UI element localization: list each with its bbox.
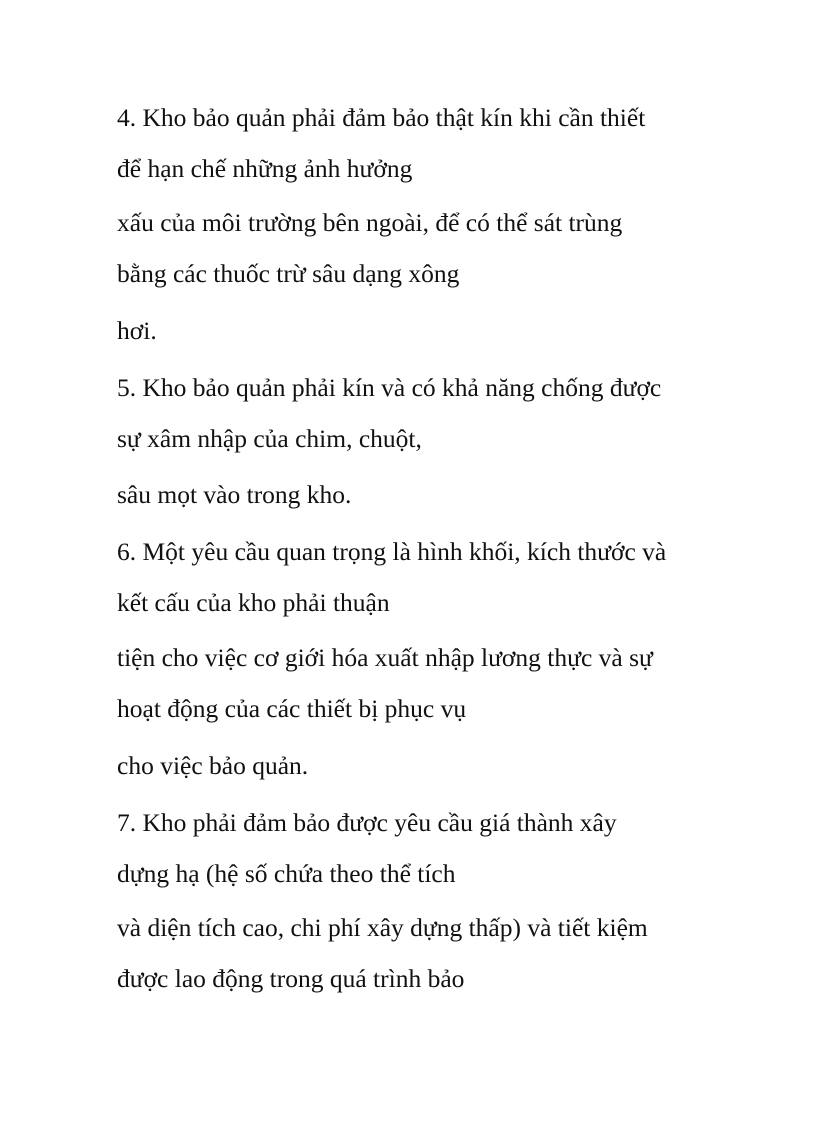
- text-line: 4. Kho bảo quản phải đảm bảo thật kín khi cần thiết: [117, 103, 646, 132]
- text-line: và diện tích cao, chi phí xây dựng thấp) và tiết kiệm: [117, 913, 648, 942]
- text-line: 6. Một yêu cầu quan trọng là hình khối, kích thước và: [117, 537, 667, 566]
- text-line: tiện cho việc cơ giới hóa xuất nhập lương thực và sự: [117, 643, 653, 672]
- text-line: hoạt động của các thiết bị phục vụ: [117, 694, 467, 723]
- text-line: kết cấu của kho phải thuận: [117, 588, 390, 617]
- text-line: để hạn chế những ảnh hưởng: [117, 154, 413, 183]
- text-line: xấu của môi trường bên ngoài, để có thể sát trùng: [117, 208, 623, 237]
- text-line: được lao động trong quá trình bảo: [117, 964, 465, 993]
- text-line: sâu mọt vào trong kho.: [117, 480, 352, 509]
- text-line: bằng các thuốc trừ sâu dạng xông: [117, 259, 460, 288]
- text-line: sự xâm nhập của chim, chuột,: [117, 424, 422, 453]
- text-line: 7. Kho phải đảm bảo được yêu cầu giá thành xây: [117, 808, 617, 837]
- text-line: dựng hạ (hệ số chứa theo thể tích: [117, 859, 456, 888]
- text-line: cho việc bảo quản.: [117, 751, 309, 780]
- text-line: 5. Kho bảo quản phải kín và có khả năng chống được: [117, 373, 662, 402]
- text-line: hơi.: [117, 316, 157, 345]
